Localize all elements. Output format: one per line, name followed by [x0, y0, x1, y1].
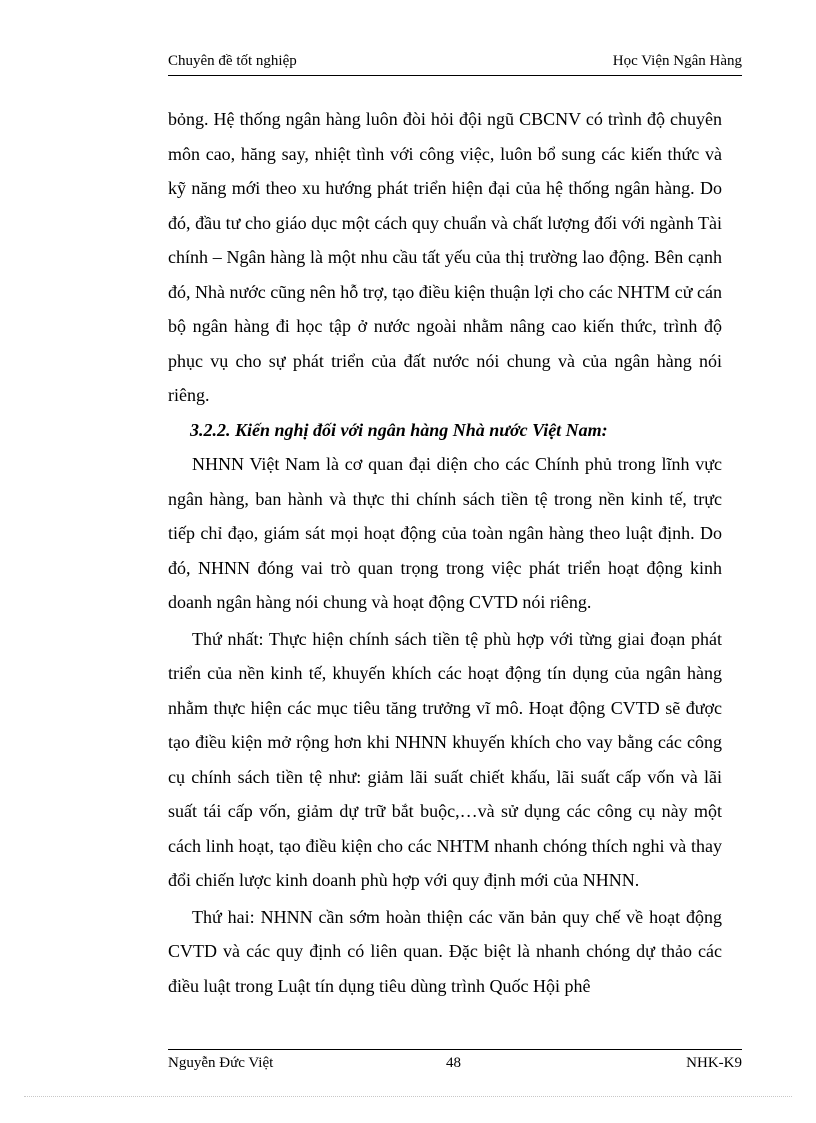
document-body [168, 102, 722, 1003]
header-right-institution: Học Viện Ngân Hàng [612, 53, 742, 69]
page-footer [168, 1049, 742, 1074]
paragraph-continuation: bỏng. Hệ thống ngân hàng luôn đòi hỏi đội ngũ CBCNV có trình độ chuyên môn cao, hăng say, nhiệt tình với công việc, luôn bổ sung các kiến thức và kỹ năng mới theo xu hướng phát triển hiện đại của hệ thống ngân hàng. Do đó, đầu tư cho giáo dục một cách quy chuẩn và chất lượng đối với ngành Tài chính – Ngân hàng là một nhu cầu tất yếu của thị trường lao động. Bên cạnh đó, Nhà nước cũng nên hỗ trợ, tạo điều kiện thuận lợi cho các NHTM cử cán bộ ngân hàng đi học tập ở nước ngoài nhằm nâng cao kiến thức, trình độ phục vụ cho sự phát triển của đất nước nói chung và của ngân hàng nói riêng. [168, 109, 722, 405]
paragraph-second-recommendation: Thứ hai: NHNN cần sớm hoàn thiện các văn bản quy chế về hoạt động CVTD và các quy định có liên quan. Đặc biệt là nhanh chóng dự thảo các điều luật trong Luật tín dụng tiêu dùng trình Quốc Hội phê [168, 906, 722, 996]
paragraph-nhnn-role: NHNN Việt Nam là cơ quan đại diện cho các Chính phủ trong lĩnh vực ngân hàng, ban hành và thực thi chính sách tiền tệ trong nền kinh tế, trực tiếp chỉ đạo, giám sát mọi hoạt động của toàn ngân hàng theo luật định. Do đó, NHNN đóng vai trò quan trọng trong việc phát triển hoạt động kinh doanh ngân hàng nói chung và hoạt động CVTD nói riêng. [168, 454, 722, 612]
page-number: 48 [446, 1055, 461, 1071]
paragraph-first-recommendation: Thứ nhất: Thực hiện chính sách tiền tệ phù hợp với từng giai đoạn phát triển của nền kinh tế, khuyến khích các hoạt động tín dụng của ngân hàng nhằm thực hiện các mục tiêu tăng trưởng vĩ mô. Hoạt động CVTD sẽ được tạo điều kiện mở rộng hơn khi NHNN khuyến khích cho vay bằng các công cụ chính sách tiền tệ như: giảm lãi suất chiết khấu, lãi suất cấp vốn và lãi suất tái cấp vốn, giảm dự trữ bắt buộc,…và sử dụng các công cụ này một cách linh hoạt, tạo điều kiện cho các NHTM nhanh chóng thích nghi và thay đổi chiến lược kinh doanh phù hợp với quy định mới của NHNN. [168, 628, 722, 890]
footer-author: Nguyễn Đức Việt [168, 1055, 274, 1071]
page-header [168, 51, 742, 76]
footer-class-code: NHK-K9 [686, 1055, 742, 1071]
page-bottom-divider [24, 1096, 792, 1097]
section-heading: 3.2.2. Kiến nghị đối với ngân hàng Nhà nước Việt Nam: [190, 419, 608, 440]
header-left-title: Chuyên đề tốt nghiệp [168, 53, 297, 69]
